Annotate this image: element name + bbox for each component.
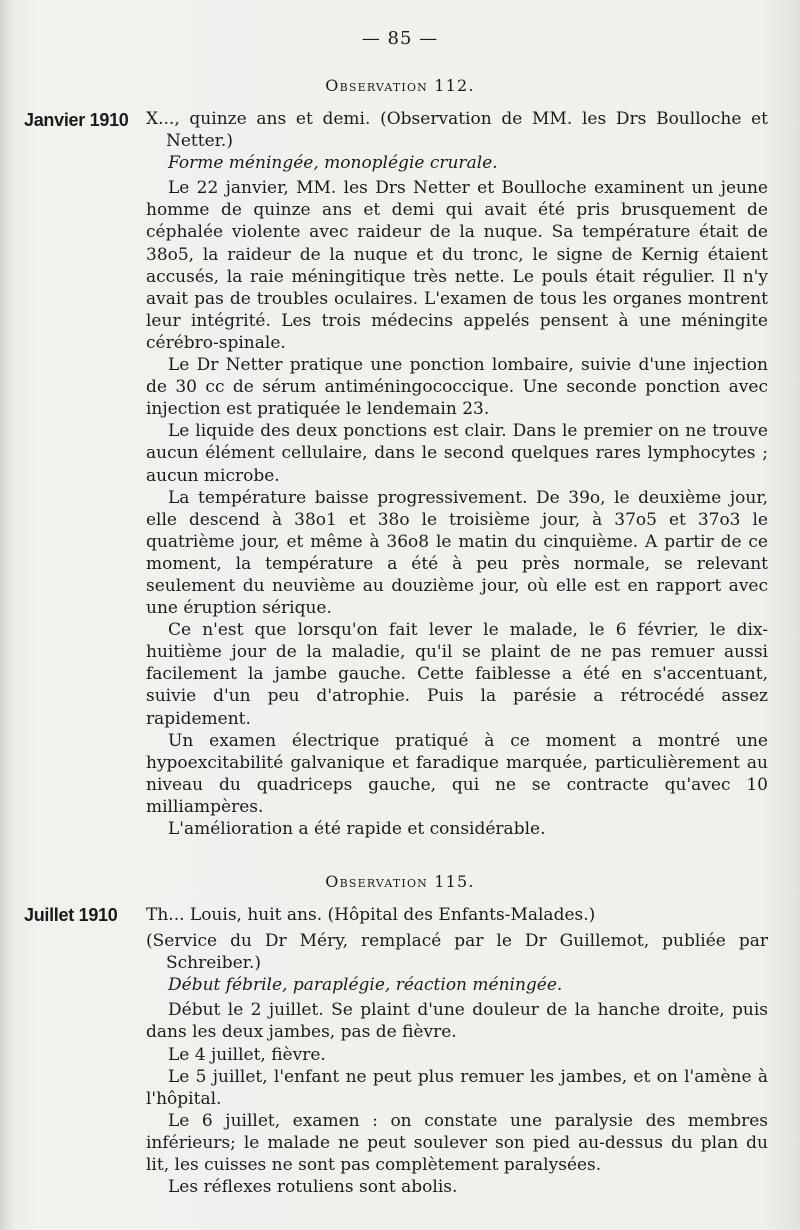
observation-112-date: Janvier 1910	[24, 110, 129, 130]
page-number: — 85 —	[361, 28, 439, 49]
observation-112-title: Observation 112.	[325, 76, 475, 95]
observation-115-body	[146, 904, 768, 1198]
observation-112-paragraph: Le 22 janvier, MM. les Drs Netter et Boulloche examinent un jeune homme de quinze ans et demi qui avait été pris brusquement de céphalée violente avec raideur de la nuque. Sa température était de 38o5, la raideur de la nuque et du tronc, le signe de Kernig étaient accusés, la raie méningitique très nette. Le pouls était régulier. Il n'y avait pas de troubles oculaires. L'examen de tous les organes montrent leur intégrité. Les trois médecins appelés pensent à une méningite cérébro-spinale.	[146, 178, 768, 353]
observation-115-date: Juillet 1910	[24, 905, 118, 925]
observation-115-paragraph: Les réflexes rotuliens sont abolis.	[168, 1177, 458, 1198]
observation-115-intro: Th... Louis, huit ans. (Hôpital des Enfants-Malades.)	[146, 905, 596, 925]
observation-115-paragraph: Début le 2 juillet. Se plaint d'une douleur de la hanche droite, puis dans les deux jambes, pas de fièvre.	[146, 1000, 768, 1043]
observation-115-title: Observation 115.	[325, 872, 475, 891]
observation-112-paragraph: Ce n'est que lorsqu'on fait lever le malade, le 6 février, le dix-huitième jour de la maladie, qu'il se plaint de ne pas remuer aussi facilement la jambe gauche. Cette faiblesse a été en s'accentuant, suivie d'un peu d'atrophie. Puis la parésie a rétrocédé assez rapidement.	[146, 620, 768, 729]
observation-112-paragraph: L'amélioration a été rapide et considérable.	[168, 819, 546, 839]
observation-115-paragraph: Le 5 juillet, l'enfant ne peut plus remuer les jambes, et on l'amène à l'hôpital.	[146, 1066, 768, 1109]
observation-112-subtitle: Forme méningée, monoplégie crurale.	[168, 153, 498, 174]
observation-112-paragraph: Le liquide des deux ponctions est clair. Dans le premier on ne trouve aucun élément cellulaire, dans le second quelques rares lymphocytes ; aucun microbe.	[146, 421, 768, 486]
observation-112-paragraph: Le Dr Netter pratique une ponction lombaire, suivie d'une injection de 30 cc de sérum antiméningococcique. Une seconde ponction avec injection est pratiquée le lendemain 23.	[146, 355, 768, 420]
observation-112-paragraph: Un examen électrique pratiqué à ce moment a montré une hypoexcitabilité galvanique et faradique marquée, particulièrement au niveau du quadriceps gauche, qui ne se contracte qu'avec 10 milliampères.	[146, 730, 768, 817]
observation-115-subtitle: Début fébrile, paraplégie, réaction méningée.	[168, 975, 563, 996]
observation-115-intro-service: (Service du Dr Méry, remplacé par le Dr Guillemot, publiée par Schreiber.)	[146, 931, 768, 974]
observation-115-paragraph: Le 4 juillet, fièvre.	[168, 1044, 326, 1065]
observation-112-paragraph: La température baisse progressivement. De 39o, le deuxième jour, elle descend à 38o1 et 38o le troisième jour, à 37o5 et 37o3 le quatrième jour, et même à 36o8 le matin du cinquième. A partir de ce moment, la température a été à peu près normale, se relevant seulement du neuvième au douzième jour, où elle est en rapport avec une éruption sérique.	[146, 487, 768, 619]
observation-112-body	[146, 108, 768, 840]
observation-115-paragraph: Le 6 juillet, examen : on constate une paralysie des membres inférieurs; le malade ne peut soulever son pied au-dessus du plan du lit, les cuisses ne sont pas complètement paralysées.	[146, 1110, 768, 1176]
observation-112-intro: X..., quinze ans et demi. (Observation de MM. les Drs Boulloche et Netter.)	[146, 109, 768, 152]
